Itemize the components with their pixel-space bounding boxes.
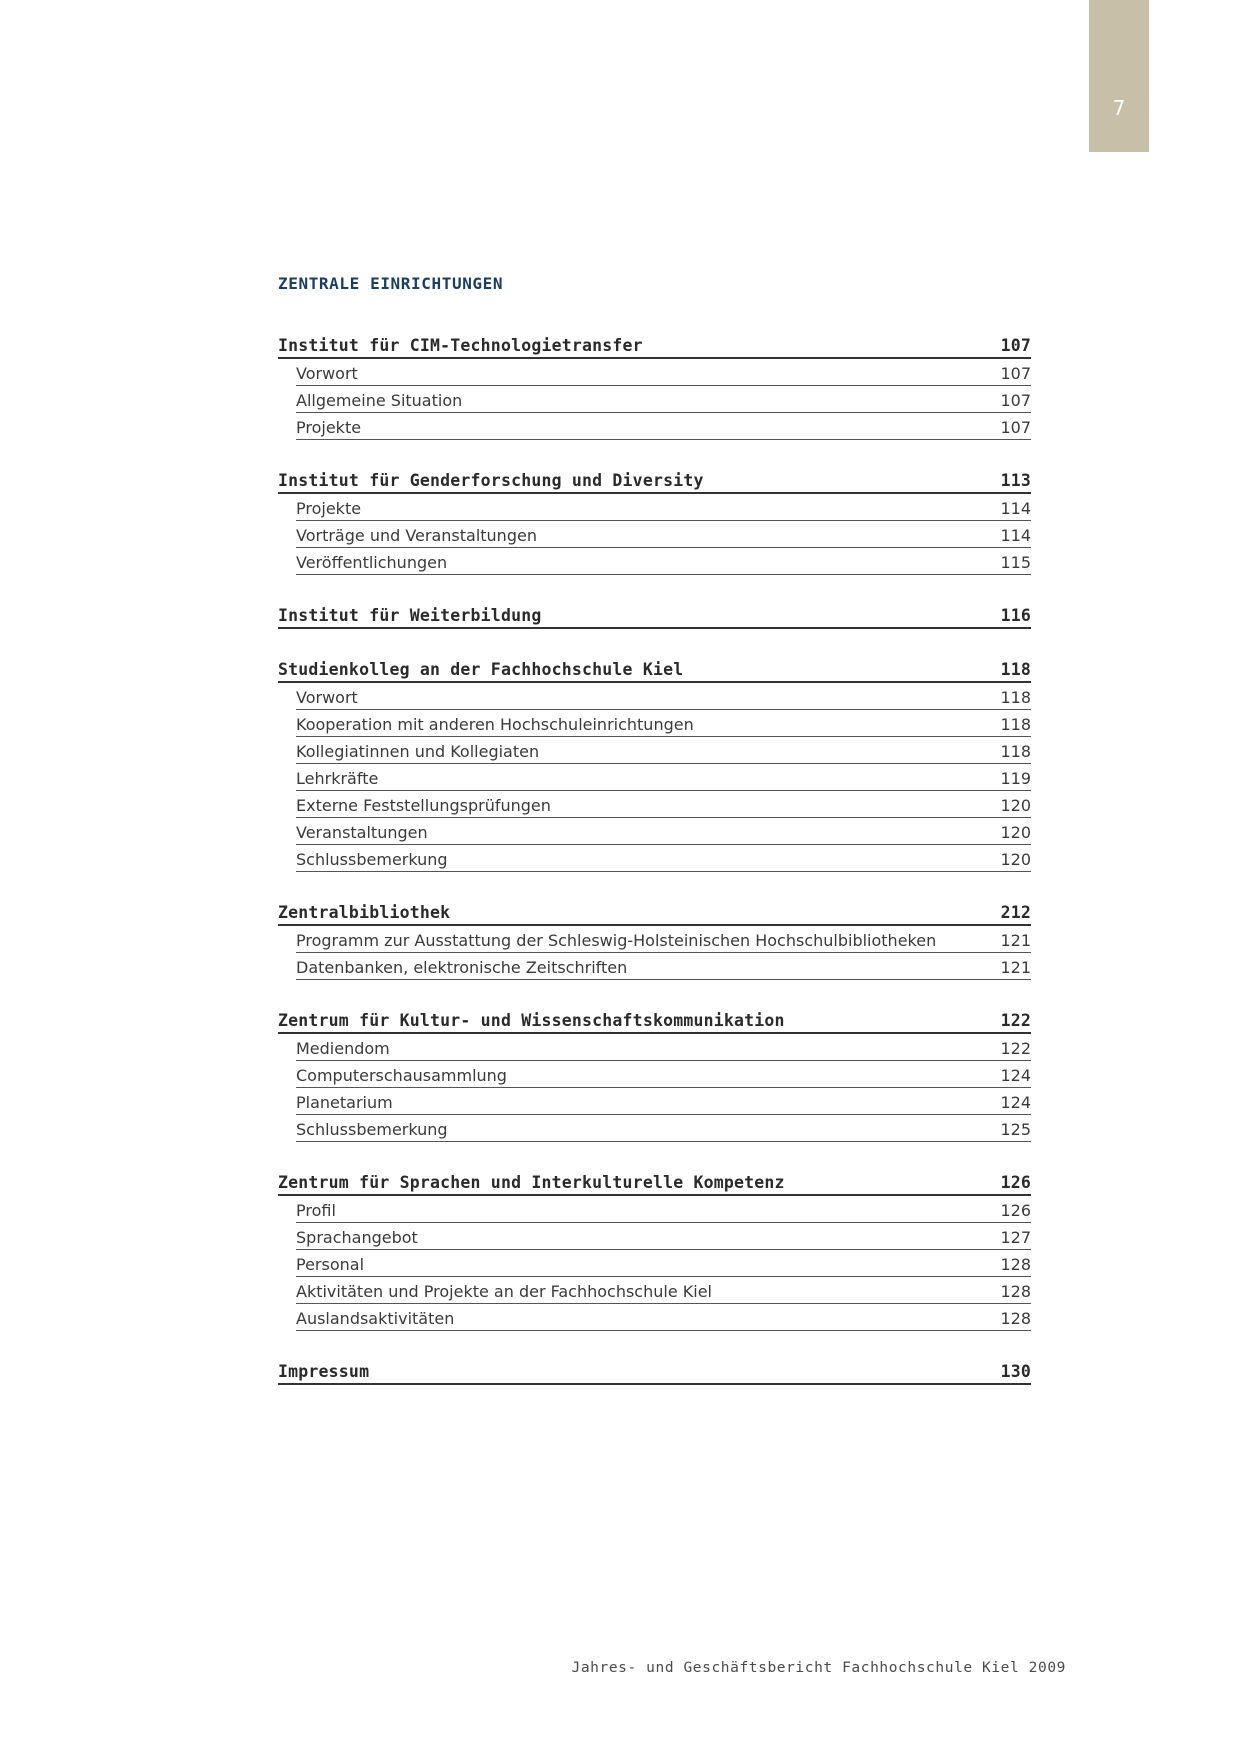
toc-entry-main[interactable] [278,332,1031,359]
toc-entry-sub[interactable] [296,359,1031,386]
page-number-tab [1089,0,1149,152]
toc-entry-sub[interactable] [296,710,1031,737]
toc-subentry-page: 118 [1000,715,1031,734]
toc-subentry-title: Projekte [296,418,362,437]
toc-group [278,332,1031,440]
toc-entry-title: Institut für CIM-Technologietransfer [278,336,643,355]
toc-entry-sub[interactable] [296,521,1031,548]
toc-entry-sub[interactable] [296,386,1031,413]
toc-subentry-title: Planetarium [296,1093,393,1112]
toc-subentry-title: Schlussbemerkung [296,1120,448,1139]
toc-subentry-title: Computerschausammlung [296,1066,507,1085]
toc-entry-title: Institut für Weiterbildung [278,606,542,625]
toc-subentry-page: 115 [1000,553,1031,572]
footer-text: Jahres- und Geschäftsbericht Fachhochschule Kiel 2009 [571,1660,1066,1676]
toc-subentry-title: Vorträge und Veranstaltungen [296,526,537,545]
toc-entry-main[interactable] [278,899,1031,926]
toc-entry-sub[interactable] [296,845,1031,872]
toc-subentry-title: Profil [296,1201,336,1220]
toc-group [278,602,1031,629]
toc-group [278,1007,1031,1142]
toc-entry-sub[interactable] [296,494,1031,521]
toc-subentry-title: Schlussbemerkung [296,850,448,869]
toc-group [278,656,1031,872]
toc-entry-sub[interactable] [296,791,1031,818]
toc-entry-sub[interactable] [296,818,1031,845]
toc-entry-main[interactable] [278,467,1031,494]
toc-group [278,1169,1031,1331]
toc-entry-page: 122 [1000,1011,1031,1030]
toc-entry-sub[interactable] [296,683,1031,710]
toc-subentry-page: 118 [1000,742,1031,761]
toc-subentry-title: Mediendom [296,1039,390,1058]
toc-entry-sub[interactable] [296,764,1031,791]
toc-subentry-title: Externe Feststellungsprüfungen [296,796,551,815]
toc-entry-page: 130 [1000,1362,1031,1381]
toc-entry-title: Impressum [278,1362,370,1381]
toc-entry-main[interactable] [278,1358,1031,1385]
toc-entry-main[interactable] [278,1007,1031,1034]
toc-subentry-page: 120 [1000,796,1031,815]
toc-entry-sub[interactable] [296,548,1031,575]
toc-subentry-page: 124 [1000,1066,1031,1085]
toc-subentry-page: 128 [1000,1309,1031,1328]
toc-subentry-page: 128 [1000,1255,1031,1274]
table-of-contents [278,332,1031,1412]
toc-entry-page: 118 [1000,660,1031,679]
toc-entry-page: 113 [1000,471,1031,490]
toc-subentry-title: Personal [296,1255,365,1274]
toc-subentry-title: Veranstaltungen [296,823,428,842]
toc-entry-sub[interactable] [296,953,1031,980]
toc-entry-page: 107 [1000,336,1031,355]
toc-subentry-page: 120 [1000,850,1031,869]
toc-subentry-page: 128 [1000,1282,1031,1301]
toc-group [278,467,1031,575]
toc-subentry-title: Auslandsaktivitäten [296,1309,455,1328]
toc-entry-sub[interactable] [296,1196,1031,1223]
toc-subentry-page: 127 [1000,1228,1031,1247]
toc-entry-sub[interactable] [296,1223,1031,1250]
toc-subentry-page: 125 [1000,1120,1031,1139]
toc-entry-page: 212 [1000,903,1031,922]
toc-entry-sub[interactable] [296,1304,1031,1331]
toc-subentry-page: 118 [1000,688,1031,707]
toc-subentry-title: Kollegiatinnen und Kollegiaten [296,742,540,761]
toc-subentry-title: Kooperation mit anderen Hochschuleinrichtungen [296,715,694,734]
page-number: 7 [1112,96,1126,120]
toc-entry-title: Institut für Genderforschung und Diversity [278,471,704,490]
toc-subentry-title: Programm zur Ausstattung der Schleswig-Holsteinischen Hochschulbibliotheken [296,931,937,950]
toc-entry-sub[interactable] [296,737,1031,764]
toc-entry-sub[interactable] [296,1115,1031,1142]
toc-entry-title: Zentrum für Kultur- und Wissenschaftskommunikation [278,1011,785,1030]
section-heading: ZENTRALE EINRICHTUNGEN [278,274,504,293]
toc-entry-sub[interactable] [296,1088,1031,1115]
toc-entry-page: 116 [1000,606,1031,625]
toc-subentry-page: 121 [1000,958,1031,977]
toc-entry-main[interactable] [278,656,1031,683]
toc-entry-sub[interactable] [296,926,1031,953]
toc-subentry-title: Allgemeine Situation [296,391,463,410]
toc-entry-title: Zentralbibliothek [278,903,451,922]
toc-entry-main[interactable] [278,602,1031,629]
toc-group [278,1358,1031,1385]
toc-subentry-page: 120 [1000,823,1031,842]
toc-subentry-title: Vorwort [296,364,358,383]
toc-subentry-title: Datenbanken, elektronische Zeitschriften [296,958,628,977]
toc-subentry-page: 126 [1000,1201,1031,1220]
toc-entry-sub[interactable] [296,413,1031,440]
toc-group [278,899,1031,980]
toc-subentry-title: Veröffentlichungen [296,553,448,572]
toc-subentry-page: 114 [1000,499,1031,518]
toc-entry-page: 126 [1000,1173,1031,1192]
toc-subentry-page: 114 [1000,526,1031,545]
toc-subentry-page: 122 [1000,1039,1031,1058]
toc-subentry-title: Projekte [296,499,362,518]
toc-entry-sub[interactable] [296,1250,1031,1277]
toc-subentry-page: 124 [1000,1093,1031,1112]
toc-entry-title: Studienkolleg an der Fachhochschule Kiel [278,660,684,679]
toc-subentry-title: Sprachangebot [296,1228,418,1247]
toc-subentry-title: Lehrkräfte [296,769,379,788]
toc-subentry-page: 121 [1000,931,1031,950]
toc-subentry-page: 107 [1000,364,1031,383]
toc-subentry-page: 119 [1000,769,1031,788]
toc-entry-main[interactable] [278,1169,1031,1196]
toc-subentry-title: Vorwort [296,688,358,707]
toc-entry-title: Zentrum für Sprachen und Interkulturelle Kompetenz [278,1173,785,1192]
toc-entry-sub[interactable] [296,1277,1031,1304]
toc-entry-sub[interactable] [296,1061,1031,1088]
toc-subentry-page: 107 [1000,391,1031,410]
toc-entry-sub[interactable] [296,1034,1031,1061]
toc-subentry-title: Aktivitäten und Projekte an der Fachhochschule Kiel [296,1282,712,1301]
toc-subentry-page: 107 [1000,418,1031,437]
